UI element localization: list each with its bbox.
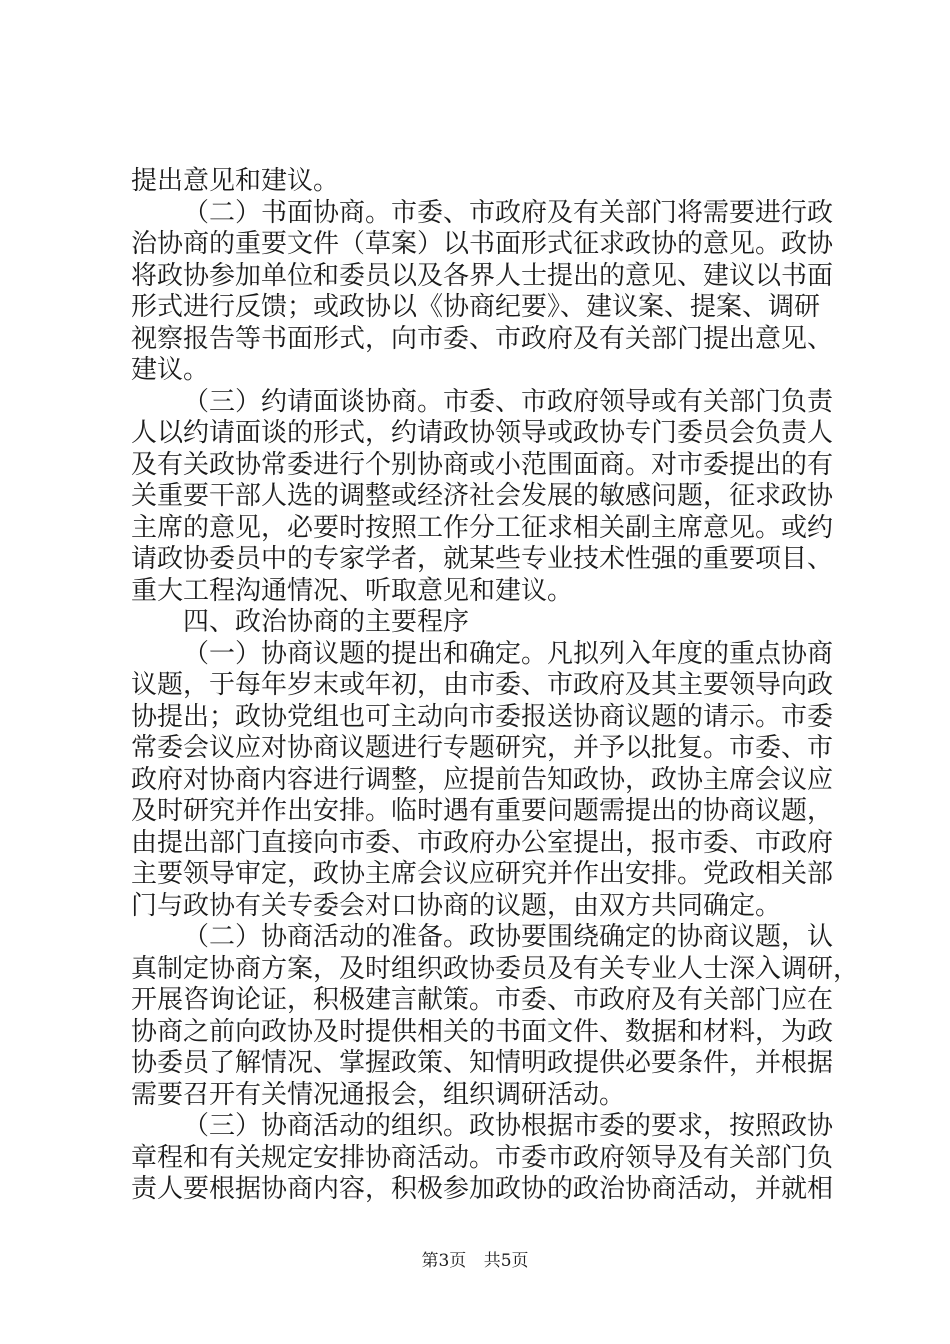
page-number: 第3页 [421,1251,467,1271]
text-line: 协商之前向政协及时提供相关的书面文件、数据和材料，为政 [131,1016,834,1047]
text-line: （三）约请面谈协商。市委、市政府领导或有关部门负责 [183,386,834,417]
text-line: 提出意见和建议。 [131,166,340,196]
text-line: 章程和有关规定安排协商活动。市委市政府领导及有关部门负 [131,1142,834,1173]
text-line: 及有关政协常委进行个别协商或小范围面商。对市委提出的有 [131,449,834,480]
text-line: 人以约请面谈的形式，约请政协领导或政协专门委员会负责人 [131,418,834,448]
text-line: 开展咨询论证，积极建言献策。市委、市政府及有关部门应在 [131,985,834,1015]
text-line: 将政协参加单位和委员以及各界人士提出的意见、建议以书面 [131,260,834,291]
text-line: 请政协委员中的专家学者，就某些专业技术性强的重要项目、 [131,544,834,574]
text-line: 门与政协有关专委会对口协商的议题，由双方共同确定。 [131,890,782,921]
text-line: 协提出；政协党组也可主动向市委报送协商议题的请示。市委 [131,701,834,732]
text-line: 主席的意见，必要时按照工作分工征求相关副主席意见。或约 [131,512,834,543]
text-line: （二）协商活动的准备。政协要围绕确定的协商议题，认 [183,922,834,952]
text-line: 由提出部门直接向市委、市政府办公室提出，报市委、市政府 [131,827,834,858]
page-total: 共5页 [483,1251,529,1271]
text-line: 议题，于每年岁末或年初，由市委、市政府及其主要领导向政 [131,670,834,700]
text-line: 重大工程沟通情况、听取意见和建议。 [131,575,574,606]
text-line: 主要领导审定，政协主席会议应研究并作出安排。党政相关部 [131,859,834,889]
text-line: 形式进行反馈；或政协以《协商纪要》、建议案、提案、调研 [131,292,821,322]
text-line: （三）协商活动的组织。政协根据市委的要求，按照政协 [183,1111,834,1141]
text-line: 常委会议应对协商议题进行专题研究，并予以批复。市委、市 [131,733,834,763]
text-line: 四、政治协商的主要程序 [183,607,470,637]
page-footer [0,1246,950,1271]
text-line: 责人要根据协商内容，积极参加政协的政治协商活动，并就相 [131,1174,834,1204]
text-line: 治协商的重要文件（草案）以书面形式征求政协的意见。政协 [131,229,834,259]
text-line: 需要召开有关情况通报会，组织调研活动。 [131,1079,626,1110]
document-body [131,166,860,1206]
text-line: 及时研究并作出安排。临时遇有重要问题需提出的协商议题， [131,796,834,826]
text-line: 建议。 [131,355,210,385]
text-line: （二）书面协商。市委、市政府及有关部门将需要进行政 [183,197,834,228]
text-line: （一）协商议题的提出和确定。凡拟列入年度的重点协商 [183,638,834,669]
text-line: 协委员了解情况、掌握政策、知情明政提供必要条件，并根据 [131,1048,834,1078]
text-line: 视察报告等书面形式，向市委、市政府及有关部门提出意见、 [131,323,834,354]
text-line: 真制定协商方案，及时组织政协委员及有关专业人士深入调研， [131,953,860,984]
text-line: 关重要干部人选的调整或经济社会发展的敏感问题，征求政协 [131,481,834,511]
text-line: 政府对协商内容进行调整，应提前告知政协，政协主席会议应 [131,764,834,795]
